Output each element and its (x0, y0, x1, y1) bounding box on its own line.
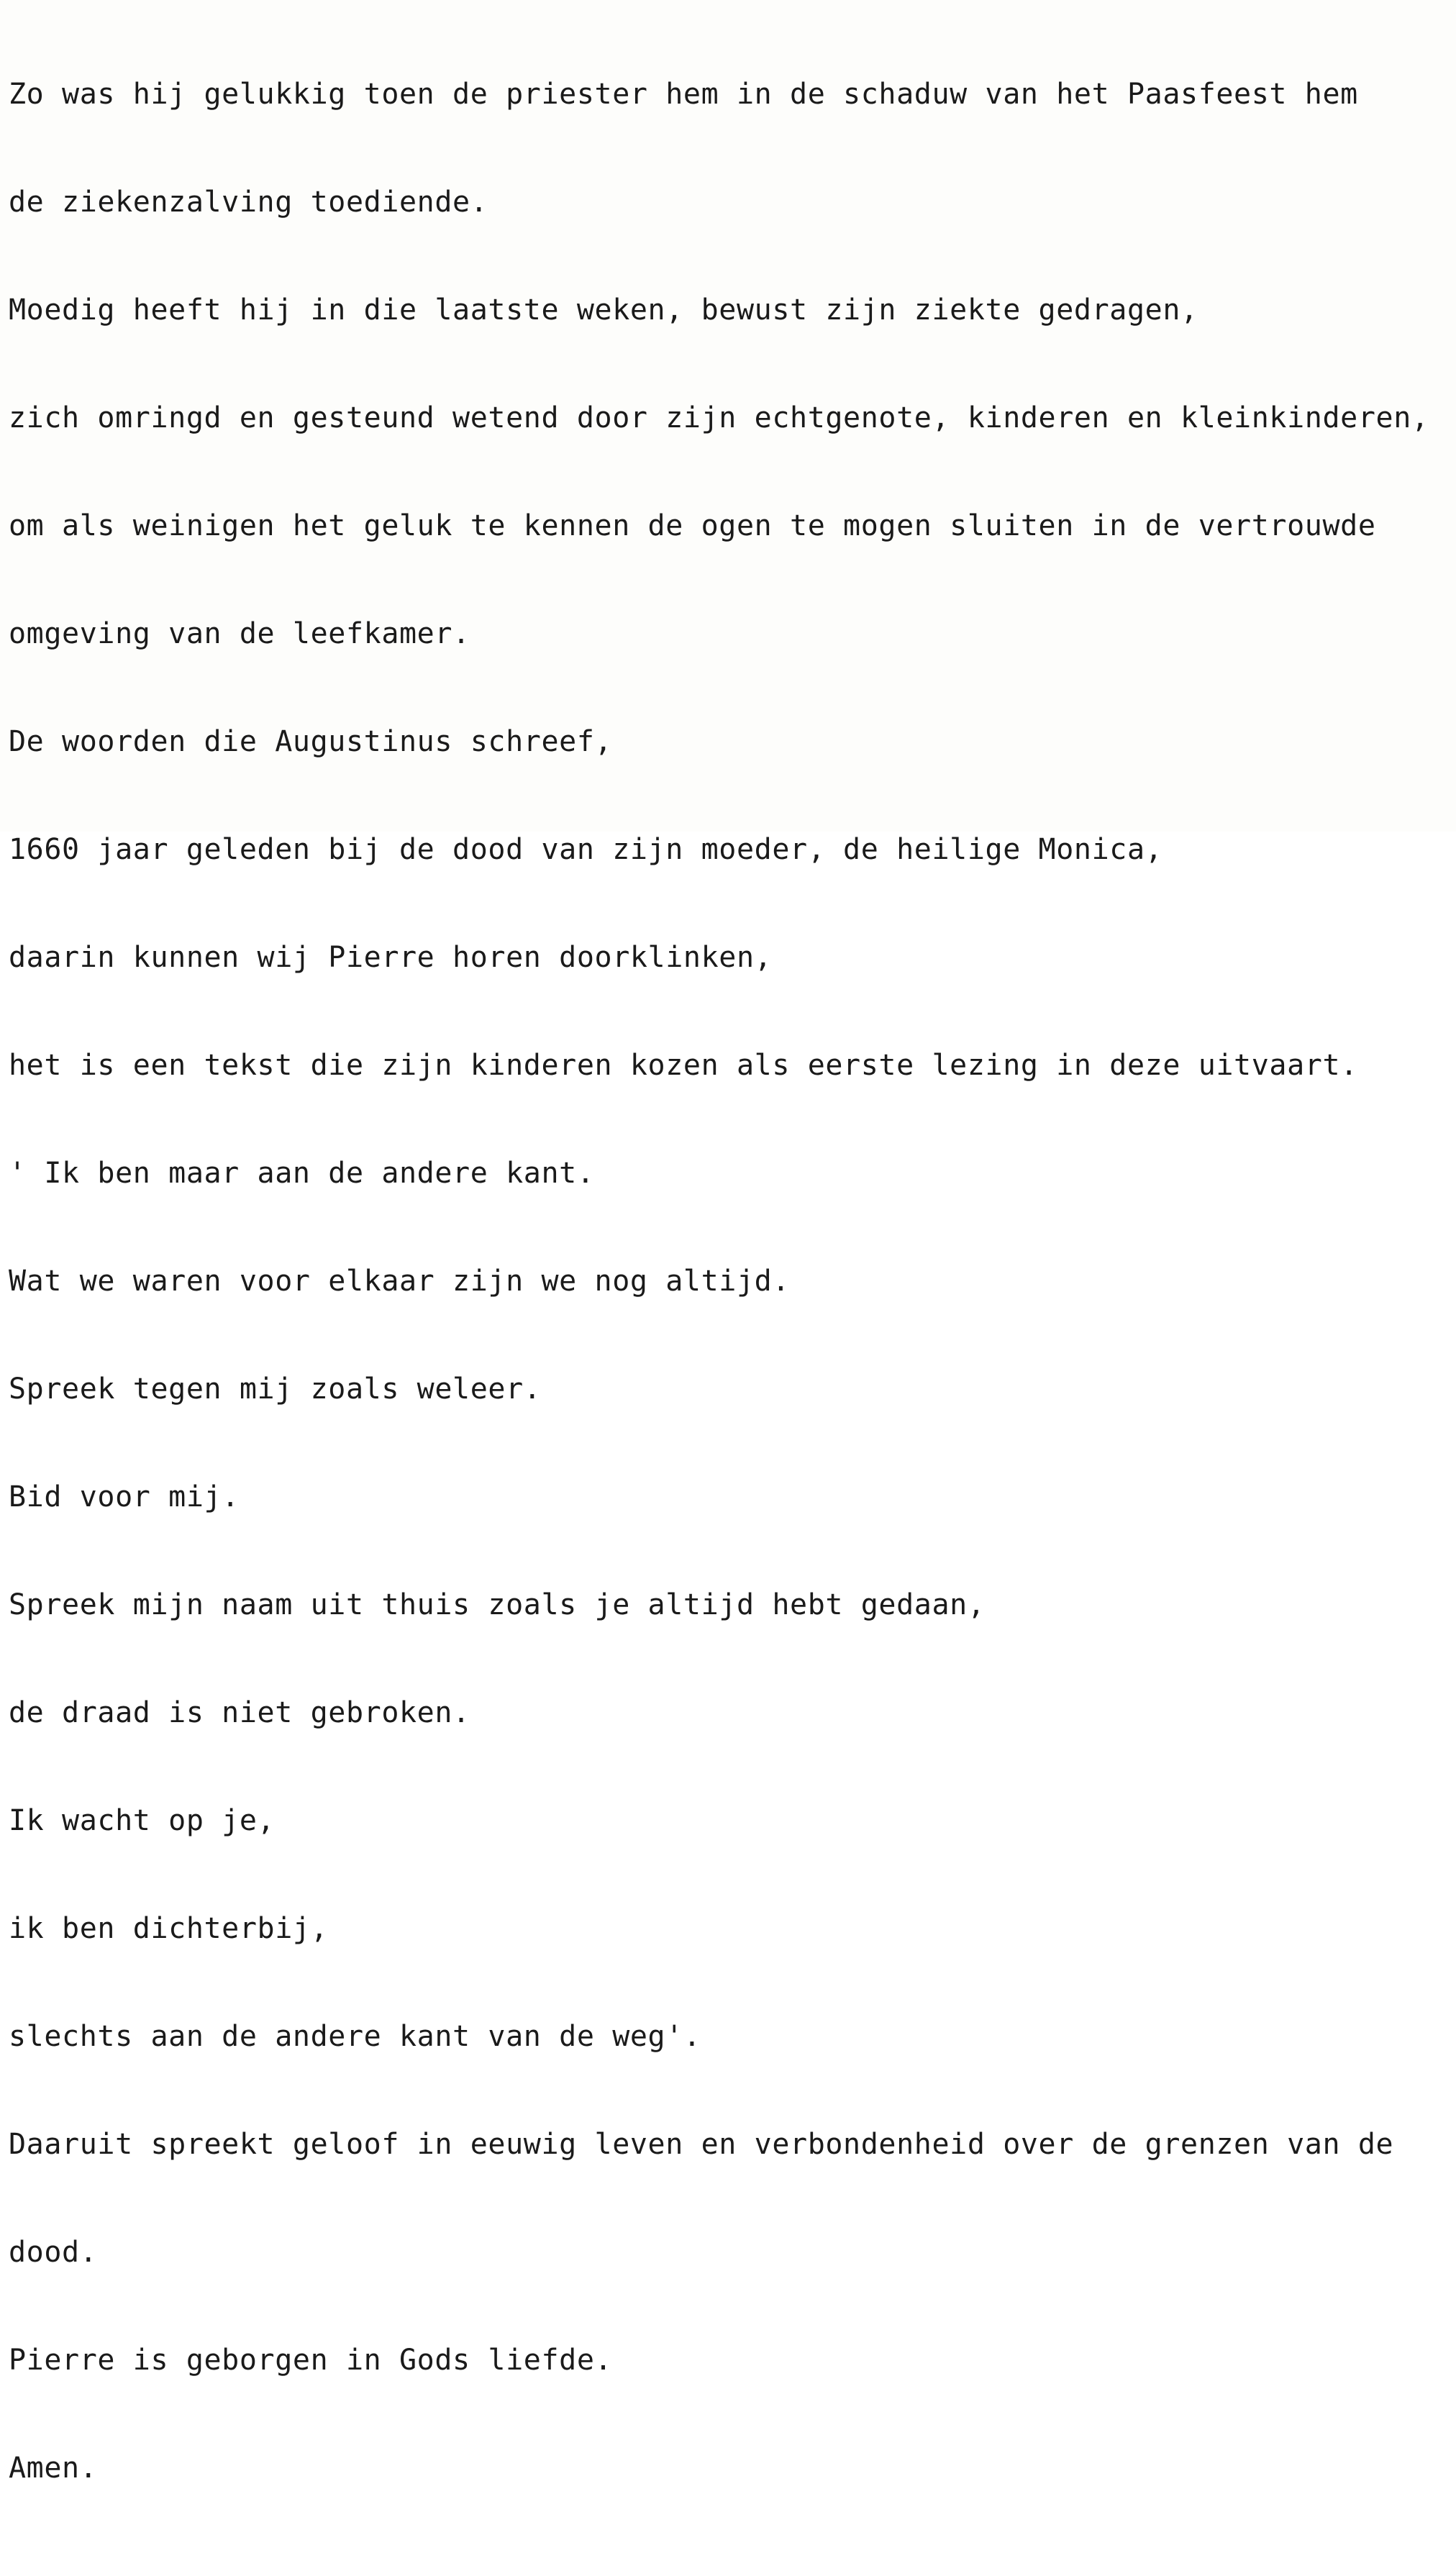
quote-line: Spreek mijn naam uit thuis zoals je altijd hebt gedaan, (9, 1588, 986, 1621)
text-line: Pierre is geborgen in Gods liefde. (9, 2344, 613, 2377)
quote-line: Ik wacht op je, (9, 1804, 276, 1837)
text-line: Moedig heeft hij in die laatste weken, bewust zijn ziekte gedragen, (9, 293, 1198, 327)
text-line: De woorden die Augustinus schreef, (9, 725, 613, 758)
text-line: Daaruit spreekt geloof in eeuwig leven en verbondenheid over de grenzen van de (9, 2128, 1394, 2161)
quote-line: Spreek tegen mij zoals weleer. (9, 1373, 542, 1406)
text-line: Zo was hij gelukkig toen de priester hem in de schaduw van het Paasfeest hem (9, 78, 1358, 111)
quote-line: slechts aan de andere kant van de weg'. (9, 2020, 701, 2053)
quote-line: ik ben dichterbij, (9, 1912, 329, 1945)
quote-line: Bid voor mij. (9, 1480, 240, 1514)
text-line: het is een tekst die zijn kinderen kozen als eerste lezing in deze uitvaart. (9, 1049, 1358, 1082)
text-line: daarin kunnen wij Pierre horen doorklinken, (9, 941, 773, 974)
text-line: zich omringd en gesteund wetend door zijn echtgenote, kinderen en kleinkinderen, (9, 401, 1429, 434)
text-line: om als weinigen het geluk te kennen de ogen te mogen sluiten in de vertrouwde (9, 509, 1376, 542)
closing-line: Amen. (9, 2452, 98, 2485)
text-line: dood. (9, 2236, 98, 2269)
quote-line: Wat we waren voor elkaar zijn we nog altijd. (9, 1265, 791, 1298)
text-line: de ziekenzalving toediende. (9, 186, 488, 219)
quote-line: de draad is niet gebroken. (9, 1696, 470, 1729)
quote-line: ' Ik ben maar aan de andere kant. (9, 1157, 595, 1190)
text-line: 1660 jaar geleden bij de dood van zijn moeder, de heilige Monica, (9, 833, 1163, 866)
typed-text-body (9, 4, 1451, 2558)
text-line: omgeving van de leefkamer. (9, 617, 470, 650)
